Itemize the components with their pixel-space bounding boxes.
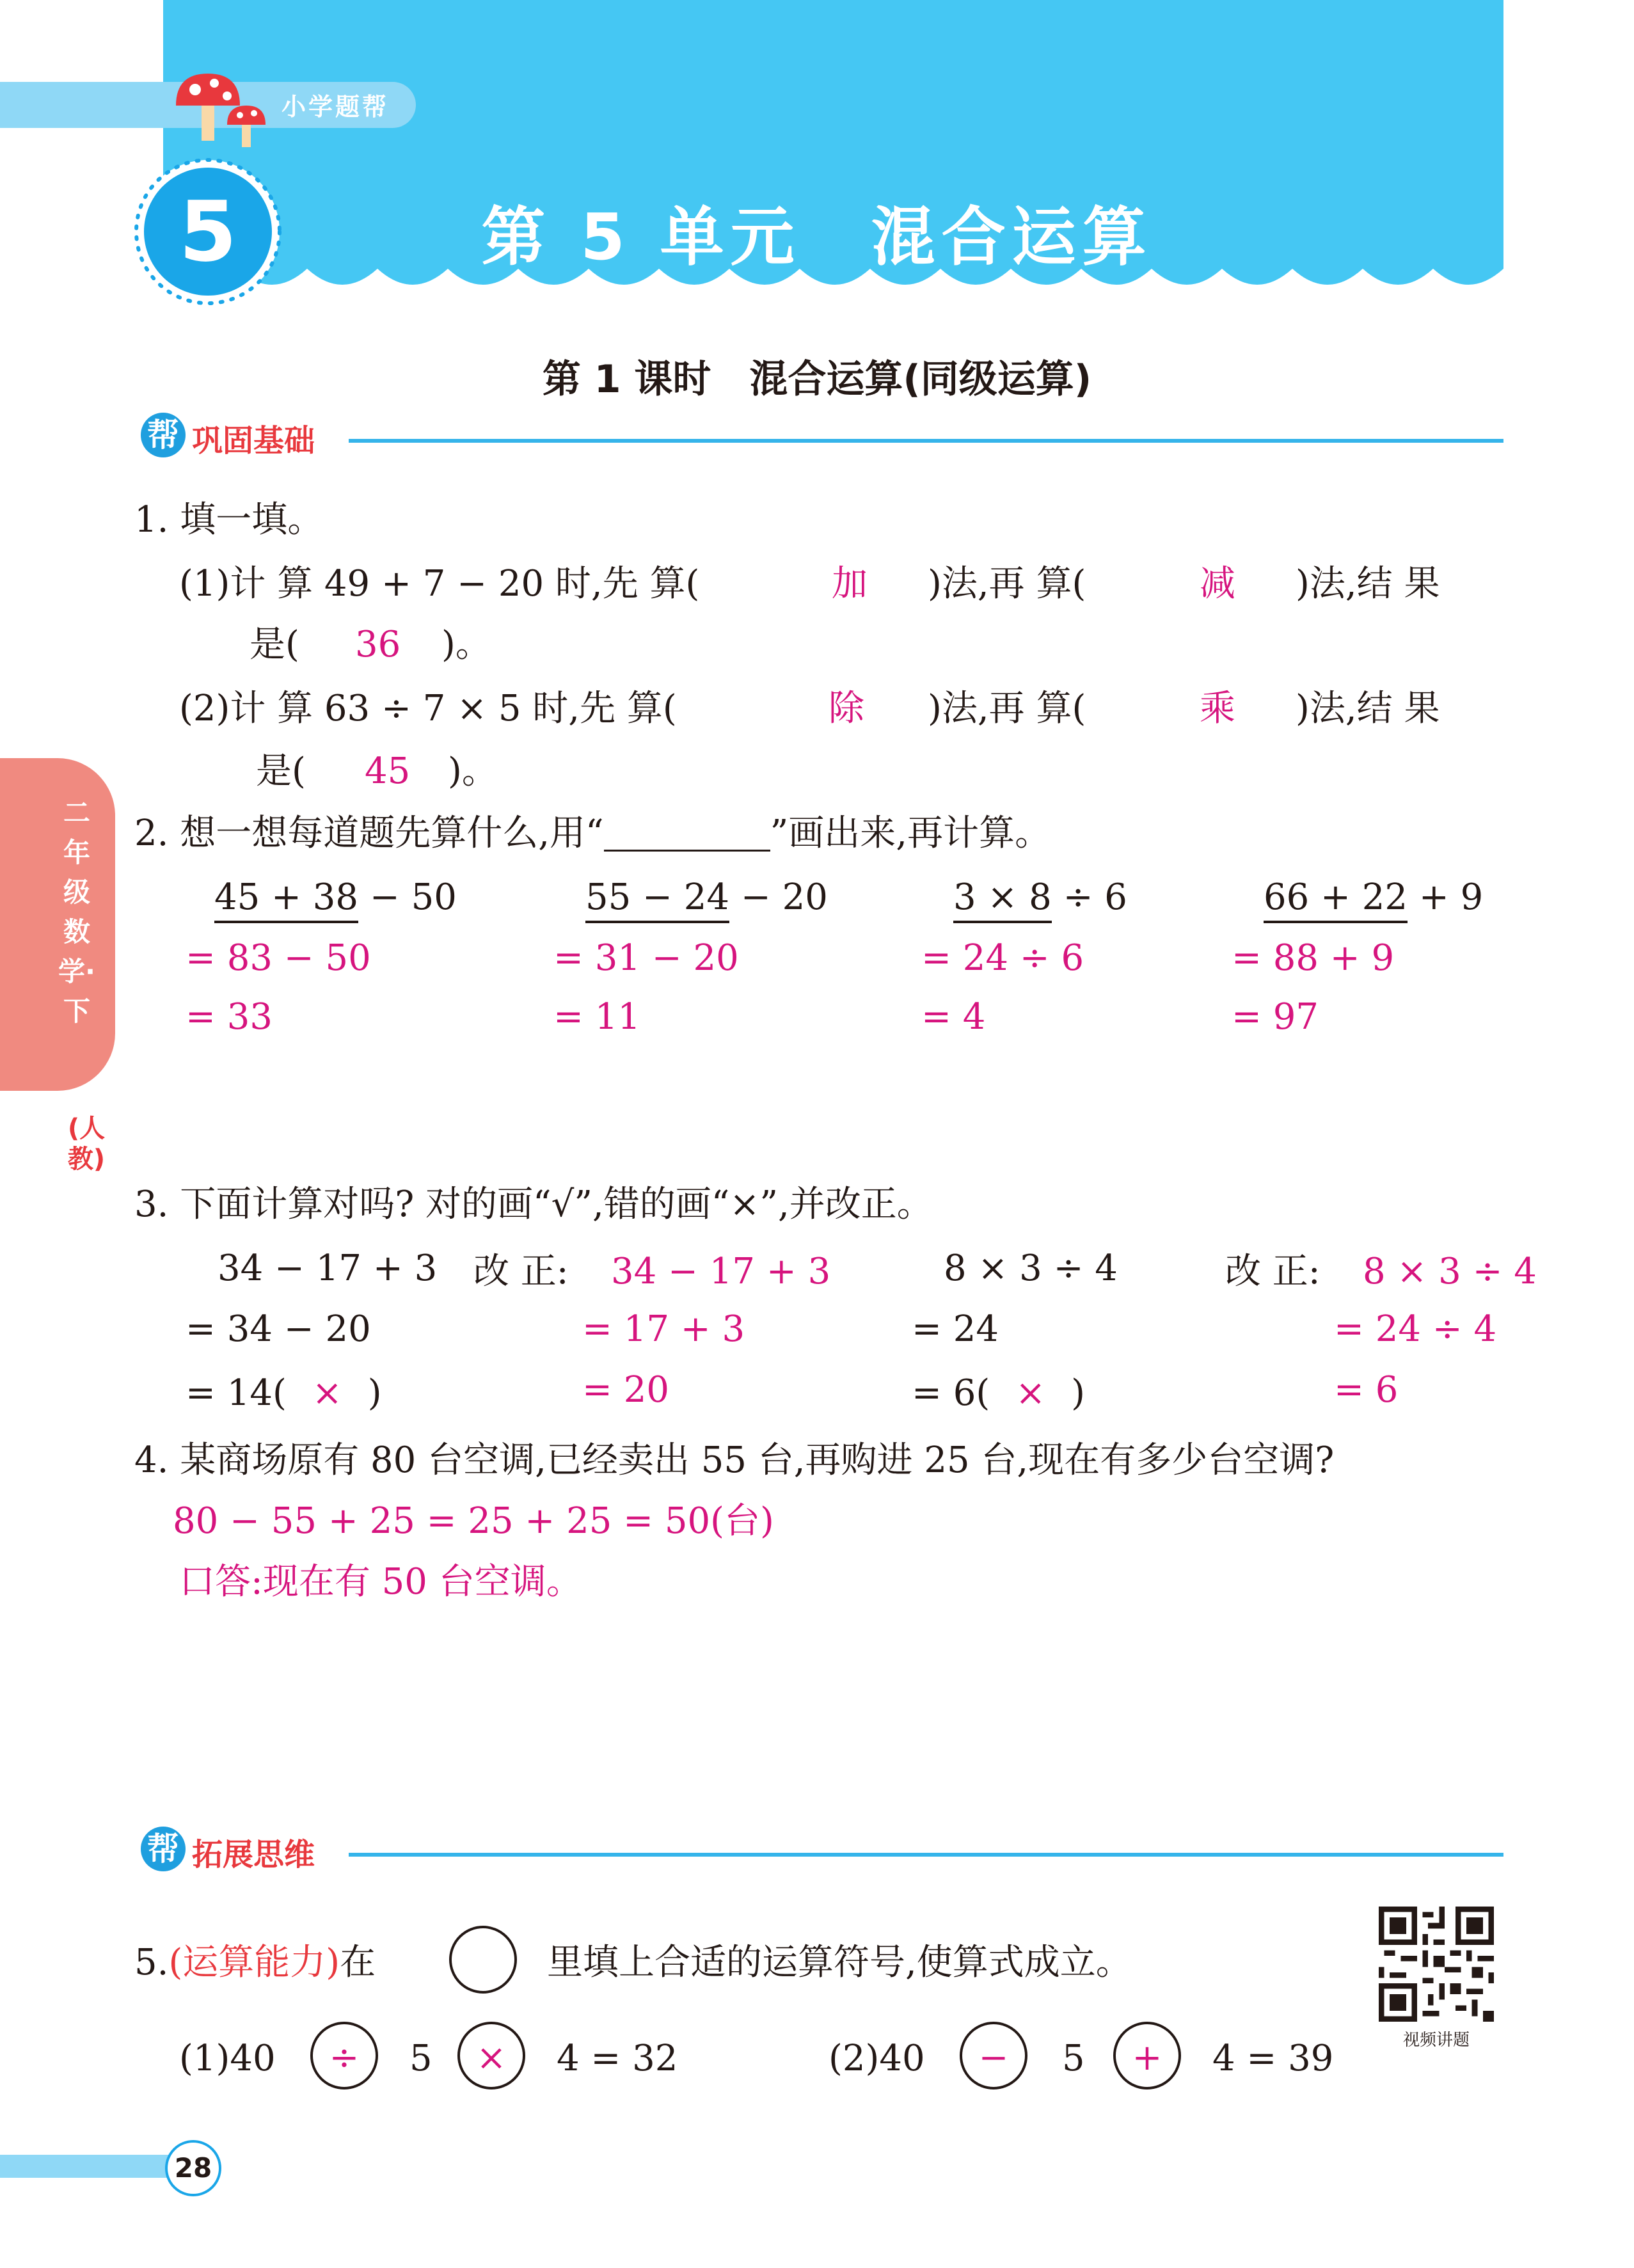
side-tab-edition: (人教) <box>67 1114 106 1174</box>
q2-item-2-expr <box>585 876 828 918</box>
q5-part1-label: (1)40 <box>179 2038 276 2079</box>
q2-item-3-rest: ÷ 6 <box>1051 876 1127 918</box>
q4-answer-statement: 口答:现在有 50 台空调。 <box>179 1561 582 1603</box>
q3-right-line2: = 24 <box>912 1308 999 1350</box>
section-basic-line <box>349 439 1503 443</box>
section-basic-logo: 帮 <box>141 413 186 457</box>
q3-left-line2: = 34 − 20 <box>186 1308 371 1350</box>
q3-left-line3-end: ) <box>367 1372 382 1414</box>
qr-caption: 视频讲题 <box>1402 2031 1470 2050</box>
q3-right-expr: 8 × 3 ÷ 4 <box>944 1248 1118 1289</box>
q2-underline-sample <box>604 818 770 852</box>
lesson-title: 第 1 课时 混合运算(同级运算) <box>542 357 1092 402</box>
q2-title-part2: ”画出来,再计算。 <box>770 813 1051 854</box>
q2-item-4-expr <box>1264 876 1484 918</box>
q3-right-line3-text: = 6( <box>912 1372 990 1414</box>
q2-title-part1: 2. 想一想每道题先算什么,用“ <box>134 813 604 854</box>
q1-title: 1. 填一填。 <box>134 499 324 541</box>
q5-part2-label: (2)40 <box>829 2038 925 2079</box>
q2-item-4-step2: = 97 <box>1232 996 1319 1038</box>
q5-part1-op1: ÷ <box>310 2022 378 2090</box>
page-number: 28 <box>165 2140 221 2196</box>
q5-skill-tag: (运算能力) <box>168 1942 340 1983</box>
q3-left-fix-label: 改 正: <box>473 1251 569 1292</box>
q1-part1-text3: )法,结 果 <box>1296 563 1440 605</box>
q2-item-2-step2: = 11 <box>553 996 640 1038</box>
q2-item-1-step2: = 33 <box>186 996 273 1038</box>
q3-left-line3-text: = 14( <box>186 1372 287 1414</box>
q1-part1-answer3: 36 <box>355 624 401 665</box>
q2-item-1-underlined: 45 + 38 <box>214 876 358 923</box>
q2-item-4-rest: + 9 <box>1408 876 1484 918</box>
q3-right-fix3: = 6 <box>1334 1369 1399 1411</box>
q5-number: 5. <box>134 1942 169 1983</box>
q3-right-fix1: 8 × 3 ÷ 4 <box>1363 1251 1537 1292</box>
q5-part1-mid: 5 <box>409 2038 432 2079</box>
q2-item-2-rest: − 20 <box>729 876 828 918</box>
q1-part1-text2: )法,再 算( <box>928 563 1086 605</box>
q3-left-fix3: = 20 <box>582 1369 669 1411</box>
q3-right-mark: × <box>1015 1372 1046 1414</box>
q5-title-part2: 里填上合适的运算符号,使算式成立。 <box>547 1942 1132 1983</box>
brand-name: 小学题帮 <box>282 93 390 121</box>
q3-title: 3. 下面计算对吗? 对的画“√”,错的画“×”,并改正。 <box>134 1184 933 1225</box>
q2-item-4-step1: = 88 + 9 <box>1232 937 1395 979</box>
q5-part2-end: 4 = 39 <box>1212 2038 1334 2079</box>
q1-part2-end: )。 <box>448 750 498 792</box>
q1-part1-answer1: 加 <box>832 563 868 605</box>
q3-left-line3 <box>186 1372 382 1414</box>
q2-item-2-underlined: 55 − 24 <box>585 876 729 923</box>
q2-item-3-expr <box>953 876 1127 918</box>
q2-item-3-underlined: 3 × 8 <box>953 876 1052 923</box>
section-extend-line <box>349 1853 1503 1857</box>
q3-right-fix2: = 24 ÷ 4 <box>1334 1308 1497 1350</box>
q2-item-1-rest: − 50 <box>358 876 457 918</box>
q3-right-fix-label: 改 正: <box>1225 1251 1321 1292</box>
section-basic-title: 巩固基础 <box>192 423 315 459</box>
q5-title-part1: 在 <box>340 1942 376 1983</box>
q5-part1-op2: × <box>457 2022 525 2090</box>
q2-item-1-expr <box>214 876 457 918</box>
q2-item-3-step2: = 4 <box>921 996 986 1038</box>
q3-left-expr: 34 − 17 + 3 <box>218 1248 438 1289</box>
q3-left-fix1: 34 − 17 + 3 <box>611 1251 831 1292</box>
q5-part2-mid: 5 <box>1062 2038 1085 2079</box>
q1-part2-answer3: 45 <box>365 750 411 792</box>
q1-part2-text2: )法,再 算( <box>928 688 1086 729</box>
section-extend-logo: 帮 <box>141 1827 186 1871</box>
q5-part2-op2: + <box>1113 2022 1181 2090</box>
q2-title <box>134 813 1051 854</box>
q3-right-line3-end: ) <box>1071 1372 1085 1414</box>
q2-item-4-underlined: 66 + 22 <box>1264 876 1408 923</box>
q1-part2-text: (2)计 算 63 ÷ 7 × 5 时,先 算( <box>179 688 677 729</box>
qr-code-icon[interactable] <box>1379 1907 1494 2022</box>
q1-part1-text: (1)计 算 49 + 7 − 20 时,先 算( <box>179 563 700 605</box>
q5-sample-circle <box>449 1926 517 1994</box>
q1-part2-text3: )法,结 果 <box>1296 688 1440 729</box>
q5-title <box>134 1942 376 1983</box>
q2-item-3-step1: = 24 ÷ 6 <box>921 937 1084 979</box>
unit-title: 第 5 单元 混合运算 <box>481 200 1153 274</box>
q4-answer-equation: 80 − 55 + 25 = 25 + 25 = 50(台) <box>173 1500 774 1542</box>
q5-part2-op1: − <box>960 2022 1027 2090</box>
q5-part1-end: 4 = 32 <box>557 2038 678 2079</box>
mushroom-logo-icon <box>163 61 278 150</box>
q3-right-line3 <box>912 1372 1085 1414</box>
q1-part2-result-label: 是( <box>256 750 306 792</box>
q2-item-2-step1: = 31 − 20 <box>553 937 739 979</box>
q4-title: 4. 某商场原有 80 台空调,已经卖出 55 台,再购进 25 台,现在有多少台空调? <box>134 1439 1335 1481</box>
footer-bar <box>0 2155 192 2178</box>
side-tab-grade: 二年级数学·下 <box>58 797 95 1027</box>
q1-part1-result-label: 是( <box>250 624 299 665</box>
q2-item-1-step1: = 83 − 50 <box>186 937 371 979</box>
section-extend-title: 拓展思维 <box>192 1837 315 1873</box>
q1-part2-answer2: 乘 <box>1200 688 1235 729</box>
unit-number: 5 <box>144 168 272 296</box>
q3-left-mark: × <box>312 1372 342 1414</box>
q3-left-fix2: = 17 + 3 <box>582 1308 745 1350</box>
q1-part1-answer2: 减 <box>1200 563 1235 605</box>
q1-part2-answer1: 除 <box>829 688 864 729</box>
q1-part1-end: )。 <box>441 624 491 665</box>
